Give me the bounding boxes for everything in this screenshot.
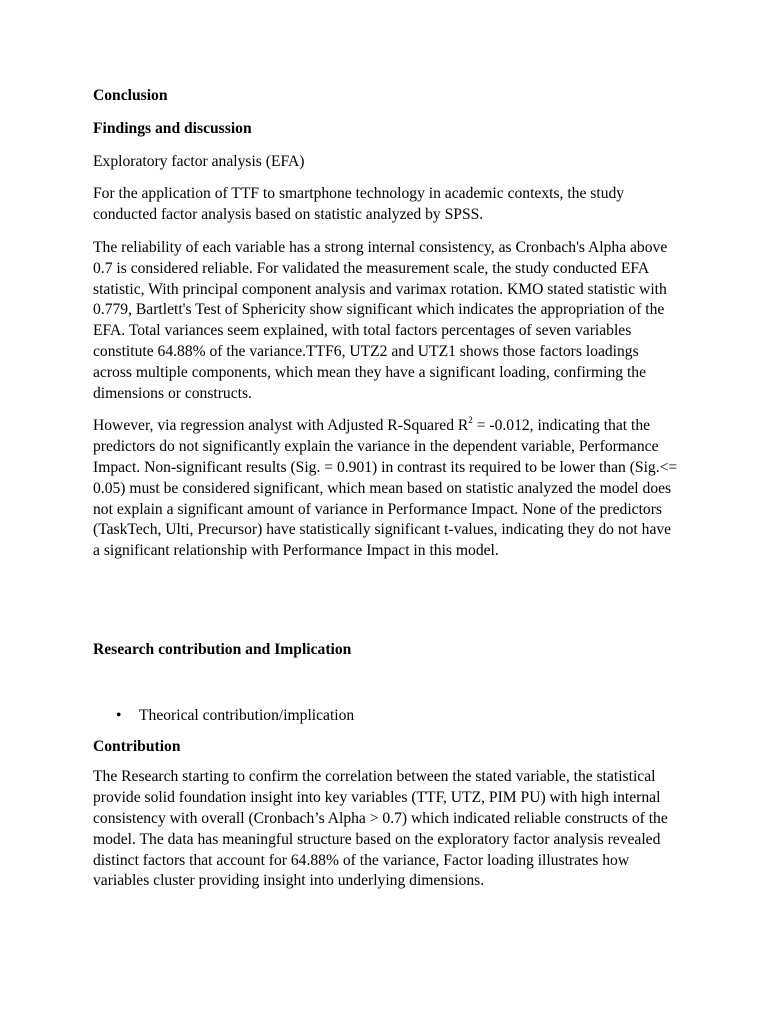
heading-conclusion: Conclusion <box>93 87 168 104</box>
heading-research-contribution: Research contribution and Implication <box>93 640 352 658</box>
heading-findings-and-discussion: Findings and discussion <box>93 119 252 137</box>
paragraph-regression-rest: = -0.012, indicating that the predictors do not significantly explain the variance in the dependent variable, Performance Impact. Non-significant results (Sig. = 0.901) in contrast its required to be lower than (Sig.<= 0.05) must be considered significant, which mean based on statistic analyzed the model does not explain a significant amount of variance in Performance Impact. None of the predictors (TaskTech, Ulti, Precursor) have statistically significant t-values, indicating they do not have a significant relationship with Performance Impact in this model. <box>93 417 678 560</box>
paragraph-reliability: The reliability of each variable has a strong internal consistency, as Cronbach's Alpha above 0.7 is considered reliable. For validated the measurement scale, the study conducted EFA statistic, With principal component analysis and varimax rotation. KMO stated statistic with 0.779, Bartlett's Test of Sphericity show significant which indicates the appropriation of the EFA. Total variances seem explained, with total factors percentages of seven variables constitute 64.88% of the variance.TTF6, UTZ2 and UTZ1 shows those factors loadings across multiple components, which mean they have a significant loading, confirming the dimensions or constructs. <box>93 238 668 402</box>
bullet-item-theorical <box>93 706 678 727</box>
paragraph-regression-start: However, via regression analyst with Adjusted R-Squared R <box>93 417 469 435</box>
heading-contribution: Contribution <box>93 737 181 755</box>
paragraph-regression <box>93 416 678 562</box>
bullet-icon: • <box>116 706 122 724</box>
paragraph-contribution: The Research starting to confirm the correlation between the stated variable, the statistical provide solid foundation insight into key variables (TTF, UTZ, PIM PU) with high internal consistency with overall (Cronbach’s Alpha > 0.7) which indicated reliable constructs of the model. The data has meaningful structure based on the exploratory factor analysis revealed distinct factors that account for 64.88% of the variance, Factor loading illustrates how variables cluster providing insight into underlying dimensions. <box>93 768 668 890</box>
bullet-item-label: Theorical contribution/implication <box>139 706 355 724</box>
document-body <box>93 86 678 904</box>
subheading-efa: Exploratory factor analysis (EFA) <box>93 152 305 170</box>
r-squared-superscript: 2 <box>468 415 473 426</box>
paragraph-intro: For the application of TTF to smartphone technology in academic contexts, the study conducted factor analysis based on statistic analyzed by SPSS. <box>93 185 625 224</box>
